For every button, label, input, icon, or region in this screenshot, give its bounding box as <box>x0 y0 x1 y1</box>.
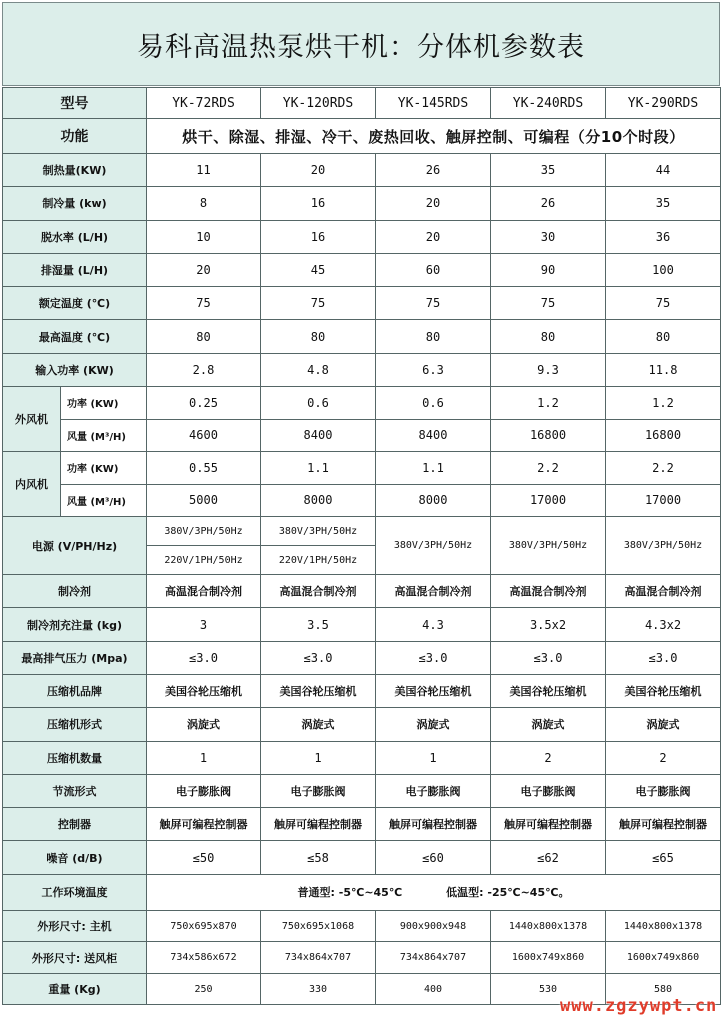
row-value: 8 <box>147 187 261 220</box>
row-value: 100 <box>606 253 721 286</box>
row-value: 涡旋式 <box>376 708 491 741</box>
spec-row <box>3 808 721 841</box>
fan-air-value: 5000 <box>147 484 261 517</box>
row-value: 16 <box>261 220 376 253</box>
row-value: 75 <box>606 287 721 320</box>
row-value: 60 <box>376 253 491 286</box>
row-value: 20 <box>147 253 261 286</box>
power-value: 380V/3PH/50Hz <box>606 517 721 575</box>
function-row <box>3 119 721 154</box>
row-label: 控制器 <box>3 808 147 841</box>
spec-row <box>3 741 721 774</box>
row-value: 20 <box>376 187 491 220</box>
row-value: 触屏可编程控制器 <box>606 808 721 841</box>
row-value: 250 <box>147 973 261 1005</box>
spec-row <box>3 674 721 707</box>
row-label: 重量 (Kg) <box>3 973 147 1005</box>
row-value: 触屏可编程控制器 <box>376 808 491 841</box>
fan-air-value: 17000 <box>606 484 721 517</box>
row-value: 750x695x1068 <box>261 910 376 942</box>
row-value: 80 <box>491 320 606 353</box>
row-value: 400 <box>376 973 491 1005</box>
row-value: 4.8 <box>261 353 376 386</box>
row-value: 电子膨胀阀 <box>376 774 491 807</box>
spec-row <box>3 575 721 608</box>
row-value: 高温混合制冷剂 <box>147 575 261 608</box>
power-row <box>3 517 721 546</box>
row-label: 制冷剂充注量 (kg) <box>3 608 147 641</box>
spec-row <box>3 942 721 974</box>
row-value: 涡旋式 <box>147 708 261 741</box>
fan-power-value: 0.55 <box>147 452 261 485</box>
row-value: 734x864x707 <box>261 942 376 974</box>
row-value: 20 <box>261 154 376 187</box>
power-value: 380V/3PH/50Hz <box>376 517 491 575</box>
row-value: 80 <box>147 320 261 353</box>
row-label: 输入功率 (KW) <box>3 353 147 386</box>
spec-row <box>3 220 721 253</box>
power-label: 电源 (V/PH/Hz) <box>3 517 147 575</box>
row-value: 20 <box>376 220 491 253</box>
row-value: 1 <box>376 741 491 774</box>
row-value: 75 <box>147 287 261 320</box>
fan-power-value: 0.25 <box>147 387 261 420</box>
row-value: 1440x800x1378 <box>491 910 606 942</box>
row-value: ≤3.0 <box>491 641 606 674</box>
fan-air-value: 17000 <box>491 484 606 517</box>
environment-low: 低温型: -25℃~45℃。 <box>446 886 570 900</box>
row-value: 35 <box>491 154 606 187</box>
row-value: ≤3.0 <box>606 641 721 674</box>
row-label: 制冷量 (kw) <box>3 187 147 220</box>
row-value: 26 <box>491 187 606 220</box>
row-label: 噪音 (d/B) <box>3 841 147 874</box>
row-value: 80 <box>376 320 491 353</box>
row-value: 美国谷轮压缩机 <box>606 674 721 707</box>
row-value: 36 <box>606 220 721 253</box>
spec-row <box>3 187 721 220</box>
row-value: 电子膨胀阀 <box>261 774 376 807</box>
row-label: 制冷剂 <box>3 575 147 608</box>
row-value: 44 <box>606 154 721 187</box>
row-value: 涡旋式 <box>491 708 606 741</box>
row-value: 750x695x870 <box>147 910 261 942</box>
row-label: 外形尺寸: 主机 <box>3 910 147 942</box>
row-label: 脱水率 (L/H) <box>3 220 147 253</box>
power-value: 380V/3PH/50Hz <box>491 517 606 575</box>
power-value: 380V/3PH/50Hz <box>147 517 261 546</box>
row-value: ≤62 <box>491 841 606 874</box>
row-value: 35 <box>606 187 721 220</box>
row-value: 美国谷轮压缩机 <box>261 674 376 707</box>
model-name: YK-145RDS <box>376 88 491 119</box>
row-value: 4.3 <box>376 608 491 641</box>
fan-row <box>3 419 721 452</box>
fan-power-label: 功率 (KW) <box>61 452 147 485</box>
model-name: YK-240RDS <box>491 88 606 119</box>
fan-power-value: 0.6 <box>261 387 376 420</box>
row-value: 电子膨胀阀 <box>491 774 606 807</box>
row-value: ≤3.0 <box>376 641 491 674</box>
row-value: ≤50 <box>147 841 261 874</box>
row-value: 触屏可编程控制器 <box>147 808 261 841</box>
row-value: ≤65 <box>606 841 721 874</box>
row-value: 触屏可编程控制器 <box>261 808 376 841</box>
function-text: 烘干、除湿、排湿、冷干、废热回收、触屏控制、可编程（分10个时段） <box>147 119 721 154</box>
row-value: 4.3x2 <box>606 608 721 641</box>
row-value: 3.5x2 <box>491 608 606 641</box>
row-value: 2 <box>491 741 606 774</box>
row-label: 排湿量 (L/H) <box>3 253 147 286</box>
fan-label: 外风机 <box>3 387 61 452</box>
row-value: 30 <box>491 220 606 253</box>
row-value: 1600x749x860 <box>491 942 606 974</box>
power-value: 380V/3PH/50Hz <box>261 517 376 546</box>
environment-normal: 普通型: -5℃~45℃ <box>297 886 403 900</box>
spec-row <box>3 253 721 286</box>
model-name: YK-72RDS <box>147 88 261 119</box>
fan-air-value: 8000 <box>261 484 376 517</box>
fan-air-value: 8400 <box>261 419 376 452</box>
row-value: 734x586x672 <box>147 942 261 974</box>
row-value: 美国谷轮压缩机 <box>376 674 491 707</box>
row-label: 制热量(KW) <box>3 154 147 187</box>
row-value: 触屏可编程控制器 <box>491 808 606 841</box>
fan-power-label: 功率 (KW) <box>61 387 147 420</box>
row-value: 80 <box>606 320 721 353</box>
row-label: 压缩机品牌 <box>3 674 147 707</box>
power-value: 220V/1PH/50Hz <box>261 546 376 575</box>
row-value: 90 <box>491 253 606 286</box>
row-value: ≤3.0 <box>147 641 261 674</box>
row-value: 高温混合制冷剂 <box>491 575 606 608</box>
spec-row <box>3 910 721 942</box>
fan-power-value: 0.6 <box>376 387 491 420</box>
spec-row <box>3 154 721 187</box>
power-value: 220V/1PH/50Hz <box>147 546 261 575</box>
row-value: 10 <box>147 220 261 253</box>
row-value: 9.3 <box>491 353 606 386</box>
fan-air-value: 8400 <box>376 419 491 452</box>
row-value: 75 <box>376 287 491 320</box>
fan-power-value: 1.2 <box>491 387 606 420</box>
watermark-text: www.zgzywpt.cn <box>560 996 718 1016</box>
spec-row <box>3 841 721 874</box>
fan-air-label: 风量 (M³/H) <box>61 484 147 517</box>
row-value: ≤58 <box>261 841 376 874</box>
row-value: 高温混合制冷剂 <box>261 575 376 608</box>
row-value: 75 <box>491 287 606 320</box>
row-value: 11 <box>147 154 261 187</box>
spec-row <box>3 641 721 674</box>
row-value: 涡旋式 <box>261 708 376 741</box>
model-name: YK-120RDS <box>261 88 376 119</box>
row-value: 1 <box>147 741 261 774</box>
spec-row <box>3 287 721 320</box>
spec-row <box>3 320 721 353</box>
row-value: 530 <box>491 973 606 1005</box>
fan-power-value: 1.2 <box>606 387 721 420</box>
row-label: 最高排气压力 (Mpa) <box>3 641 147 674</box>
fan-air-value: 4600 <box>147 419 261 452</box>
row-value: 1440x800x1378 <box>606 910 721 942</box>
fan-power-value: 2.2 <box>491 452 606 485</box>
fan-air-value: 16800 <box>606 419 721 452</box>
fan-label: 内风机 <box>3 452 61 517</box>
fan-air-value: 16800 <box>491 419 606 452</box>
fan-air-value: 8000 <box>376 484 491 517</box>
fan-power-value: 1.1 <box>261 452 376 485</box>
row-label: 最高温度 (℃) <box>3 320 147 353</box>
spec-row <box>3 353 721 386</box>
model-name: YK-290RDS <box>606 88 721 119</box>
row-value: 900x900x948 <box>376 910 491 942</box>
row-value: 6.3 <box>376 353 491 386</box>
fan-power-value: 2.2 <box>606 452 721 485</box>
fan-power-value: 1.1 <box>376 452 491 485</box>
row-value: 26 <box>376 154 491 187</box>
row-value: 11.8 <box>606 353 721 386</box>
fan-row <box>3 452 721 485</box>
environment-label: 工作环境温度 <box>3 874 147 910</box>
row-label: 压缩机形式 <box>3 708 147 741</box>
row-label: 压缩机数量 <box>3 741 147 774</box>
row-value: 高温混合制冷剂 <box>376 575 491 608</box>
environment-values <box>147 874 721 910</box>
row-value: 16 <box>261 187 376 220</box>
row-value: ≤3.0 <box>261 641 376 674</box>
row-value: 734x864x707 <box>376 942 491 974</box>
spec-row <box>3 774 721 807</box>
row-value: 电子膨胀阀 <box>147 774 261 807</box>
row-value: 美国谷轮压缩机 <box>147 674 261 707</box>
row-value: 330 <box>261 973 376 1005</box>
row-label: 节流形式 <box>3 774 147 807</box>
row-label: 外形尺寸: 送风柜 <box>3 942 147 974</box>
row-value: 2 <box>606 741 721 774</box>
function-label: 功能 <box>3 119 147 154</box>
row-value: 580 <box>606 973 721 1005</box>
fan-air-label: 风量 (M³/H) <box>61 419 147 452</box>
row-value: 高温混合制冷剂 <box>606 575 721 608</box>
environment-row <box>3 874 721 910</box>
spec-table <box>2 87 721 1005</box>
header-label: 型号 <box>3 88 147 119</box>
row-value: 1 <box>261 741 376 774</box>
row-value: 3 <box>147 608 261 641</box>
row-value: 80 <box>261 320 376 353</box>
row-value: 1600x749x860 <box>606 942 721 974</box>
fan-row <box>3 484 721 517</box>
fan-row <box>3 387 721 420</box>
row-value: 3.5 <box>261 608 376 641</box>
row-value: 涡旋式 <box>606 708 721 741</box>
row-value: 美国谷轮压缩机 <box>491 674 606 707</box>
row-value: 45 <box>261 253 376 286</box>
page-title: 易科高温热泵烘干机：分体机参数表 <box>2 2 720 86</box>
spec-row <box>3 608 721 641</box>
row-value: ≤60 <box>376 841 491 874</box>
row-label: 额定温度 (℃) <box>3 287 147 320</box>
row-value: 电子膨胀阀 <box>606 774 721 807</box>
row-value: 2.8 <box>147 353 261 386</box>
spec-row <box>3 708 721 741</box>
header-row <box>3 88 721 119</box>
row-value: 75 <box>261 287 376 320</box>
